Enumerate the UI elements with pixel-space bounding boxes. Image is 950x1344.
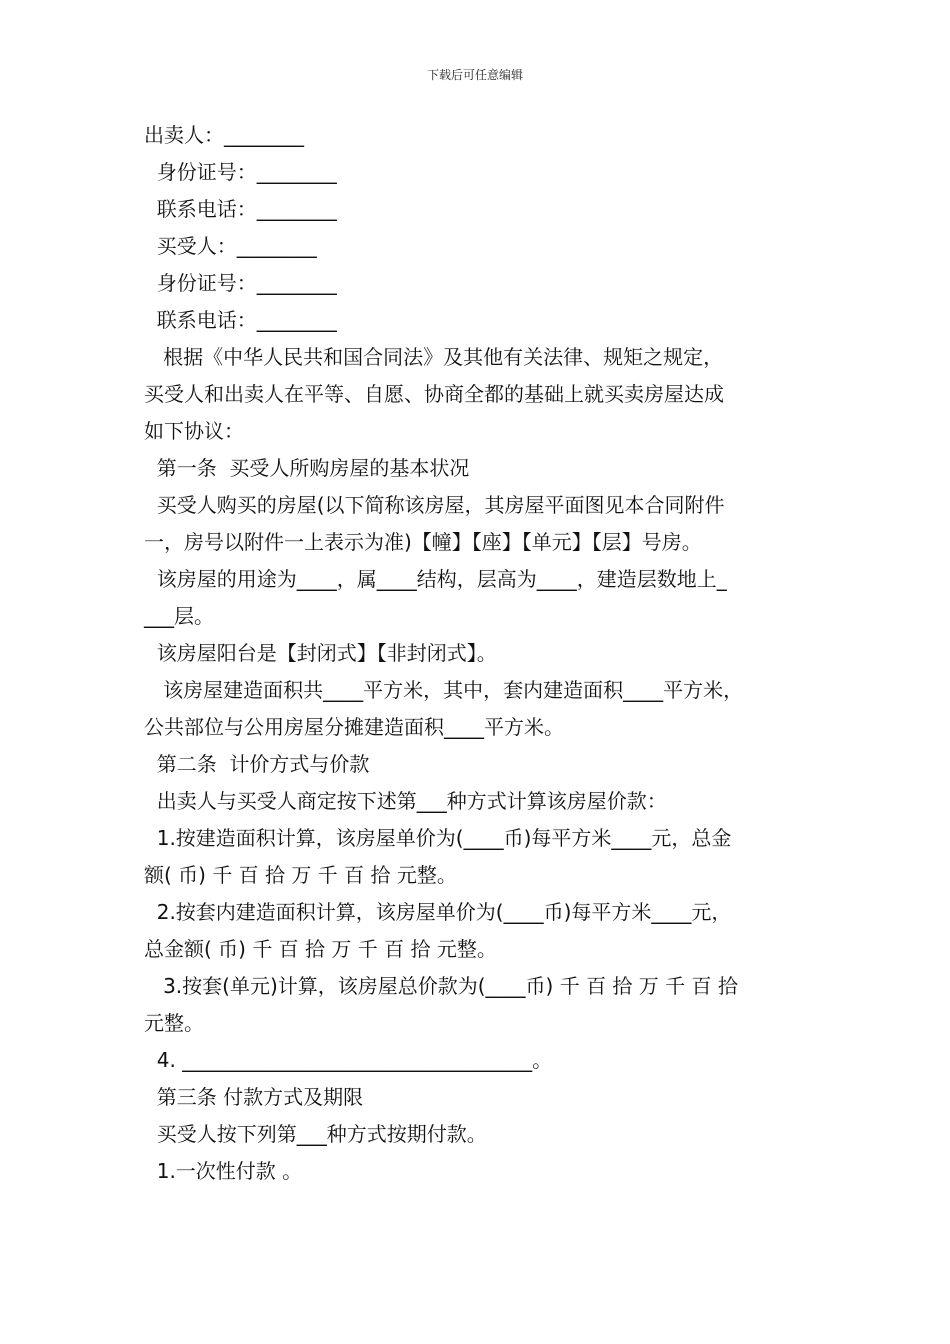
paragraph-line: 3.按套(单元)计算，该房屋总价款为(____币) 千 百 拾 万 千 百 拾 (144, 974, 738, 998)
seller-phone-line: 联系电话：________ (144, 197, 337, 221)
contract-body (144, 117, 824, 1190)
paragraph-line: 2.按套内建造面积计算，该房屋单价为(____币)每平方米____元， (144, 900, 732, 924)
paragraph-line: 额( 币) 千 百 拾 万 千 百 拾 元整。 (144, 863, 457, 887)
preamble-line: 买受人和出卖人在平等、自愿、协商全都的基础上就买卖房屋达成 (144, 382, 724, 406)
paragraph-line: 1.一次性付款 。 (144, 1159, 303, 1183)
paragraph-line: 公共部位与公用房屋分摊建造面积____平方米。 (144, 715, 564, 739)
paragraph-line: ___层。 (144, 604, 214, 628)
buyer-id-line: 身份证号：________ (144, 271, 337, 295)
preamble-line: 根据《中华人民共和国合同法》及其他有关法律、规矩之规定， (144, 345, 724, 369)
buyer-phone-line: 联系电话：________ (144, 308, 337, 332)
buyer-line: 买受人：________ (144, 234, 317, 258)
paragraph-line: 买受人按下列第___种方式按期付款。 (144, 1122, 487, 1146)
article-heading: 第二条 计价方式与价款 (144, 752, 370, 776)
paragraph-line: 一，房号以附件一上表示为准)【幢】【座】【单元】【层】号房。 (144, 530, 702, 554)
article-heading: 第三条 付款方式及期限 (144, 1085, 364, 1109)
paragraph-line: 该房屋阳台是【封闭式】【非封闭式】。 (144, 641, 497, 665)
paragraph-line: 该房屋的用途为____，属____结构，层高为____，建造层数地上_ (144, 567, 727, 591)
paragraph-line: 元整。 (144, 1011, 204, 1035)
paragraph-line: 买受人购买的房屋(以下简称该房屋，其房屋平面图见本合同附件 (144, 493, 725, 517)
paragraph-line: 该房屋建造面积共____平方米，其中，套内建造面积____平方米， (144, 678, 744, 702)
paragraph-line: 1.按建造面积计算，该房屋单价为(____币)每平方米____元，总金 (144, 826, 732, 850)
seller-line: 出卖人：________ (144, 123, 304, 147)
article-heading: 第一条 买受人所购房屋的基本状况 (144, 456, 470, 480)
paragraph-line: 总金额( 币) 千 百 拾 万 千 百 拾 元整。 (144, 937, 497, 961)
page-header: 下载后可任意编辑 (426, 68, 523, 82)
paragraph-line: 4. ___________________________________。 (144, 1048, 553, 1072)
preamble-line: 如下协议： (144, 419, 244, 443)
paragraph-line: 出卖人与买受人商定按下述第___种方式计算该房屋价款： (144, 789, 667, 813)
seller-id-line: 身份证号：________ (144, 160, 337, 184)
